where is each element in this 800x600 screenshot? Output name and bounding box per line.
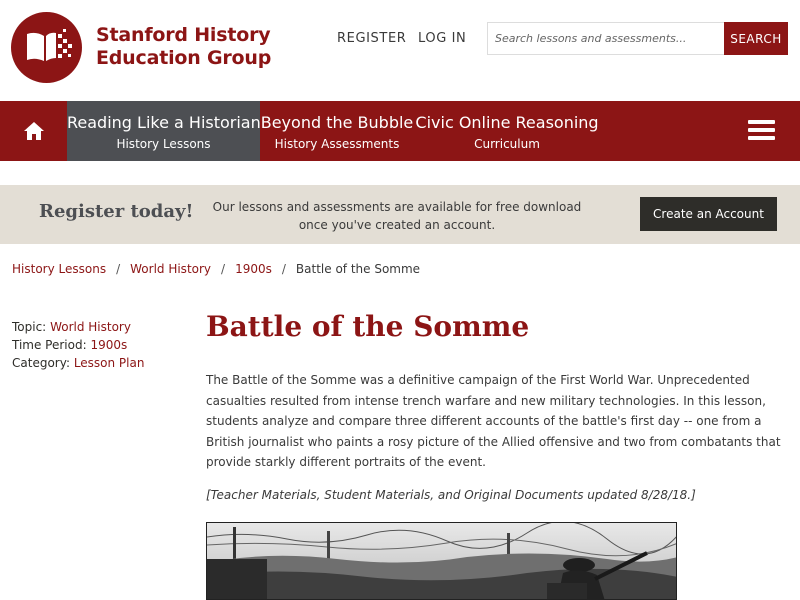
breadcrumb: History Lessons / World History / 1900s / Battle of the Somme — [12, 262, 421, 276]
nav-item-beyond-the-bubble[interactable] — [260, 101, 414, 161]
brand-line-1: Stanford History — [96, 24, 271, 46]
main-nav — [0, 101, 800, 161]
meta-topic — [12, 318, 144, 336]
register-banner — [0, 185, 800, 244]
register-text-line-1: Our lessons and assessments are available for free download — [212, 200, 582, 214]
nav-item-subtitle: History Assessments — [274, 137, 400, 151]
breadcrumb-current: Battle of the Somme — [295, 262, 421, 276]
search-input[interactable] — [487, 22, 725, 55]
register-text — [212, 198, 582, 234]
meta-period-link[interactable]: 1900s — [90, 338, 128, 352]
nav-item-reading-like-a-historian[interactable] — [67, 101, 260, 161]
lesson-photo — [206, 522, 677, 600]
login-link[interactable]: LOG IN — [418, 31, 467, 46]
meta-topic-label: Topic: — [12, 320, 47, 334]
update-note: [Teacher Materials, Student Materials, and Original Documents updated 8/28/18.] — [206, 488, 696, 502]
nav-item-subtitle: Curriculum — [474, 137, 540, 151]
trench-photo-image — [207, 523, 677, 600]
create-account-button[interactable]: Create an Account — [640, 197, 777, 231]
meta-period — [12, 336, 144, 354]
search-button[interactable]: SEARCH — [724, 22, 788, 55]
brand-line-2: Education Group — [96, 47, 272, 69]
register-title: Register today! — [39, 201, 194, 222]
nav-home-button[interactable] — [0, 101, 67, 161]
nav-item-title: Reading Like a Historian — [67, 113, 261, 132]
brand-wordmark[interactable] — [96, 24, 271, 70]
nav-item-title: Beyond the Bubble — [260, 113, 414, 132]
page-title: Battle of the Somme — [206, 310, 530, 343]
lesson-summary: The Battle of the Somme was a definitive campaign of the First World War. Unprecedented casualties resulted from intense trench warfare and new military technologies. In this lesson, students analyze and compare three different accounts of the battle's first day -- one from a British journalist who paints a rosy picture of the Allied offensive and two from combatants that provide starkly different portraits of the event. — [206, 373, 781, 469]
breadcrumb-link-history-lessons[interactable]: History Lessons — [12, 262, 107, 276]
nav-item-civic-online-reasoning[interactable] — [414, 101, 600, 161]
home-icon — [23, 121, 45, 141]
site-header — [0, 0, 800, 101]
sheg-logo-icon[interactable] — [11, 12, 82, 83]
meta-category-label: Category: — [12, 356, 70, 370]
nav-item-subtitle: History Lessons — [116, 137, 211, 151]
meta-topic-link[interactable]: World History — [50, 320, 131, 334]
meta-category-link[interactable]: Lesson Plan — [73, 356, 145, 370]
breadcrumb-link-world-history[interactable]: World History — [130, 262, 212, 276]
register-text-line-2: once you've created an account. — [298, 218, 496, 232]
hamburger-menu-icon[interactable] — [748, 120, 775, 142]
meta-category — [12, 354, 144, 372]
meta-period-label: Time Period: — [12, 338, 87, 352]
lesson-meta — [12, 318, 144, 372]
register-link[interactable]: REGISTER — [337, 31, 407, 46]
breadcrumb-link-1900s[interactable]: 1900s — [235, 262, 272, 276]
nav-item-title: Civic Online Reasoning — [415, 113, 599, 132]
